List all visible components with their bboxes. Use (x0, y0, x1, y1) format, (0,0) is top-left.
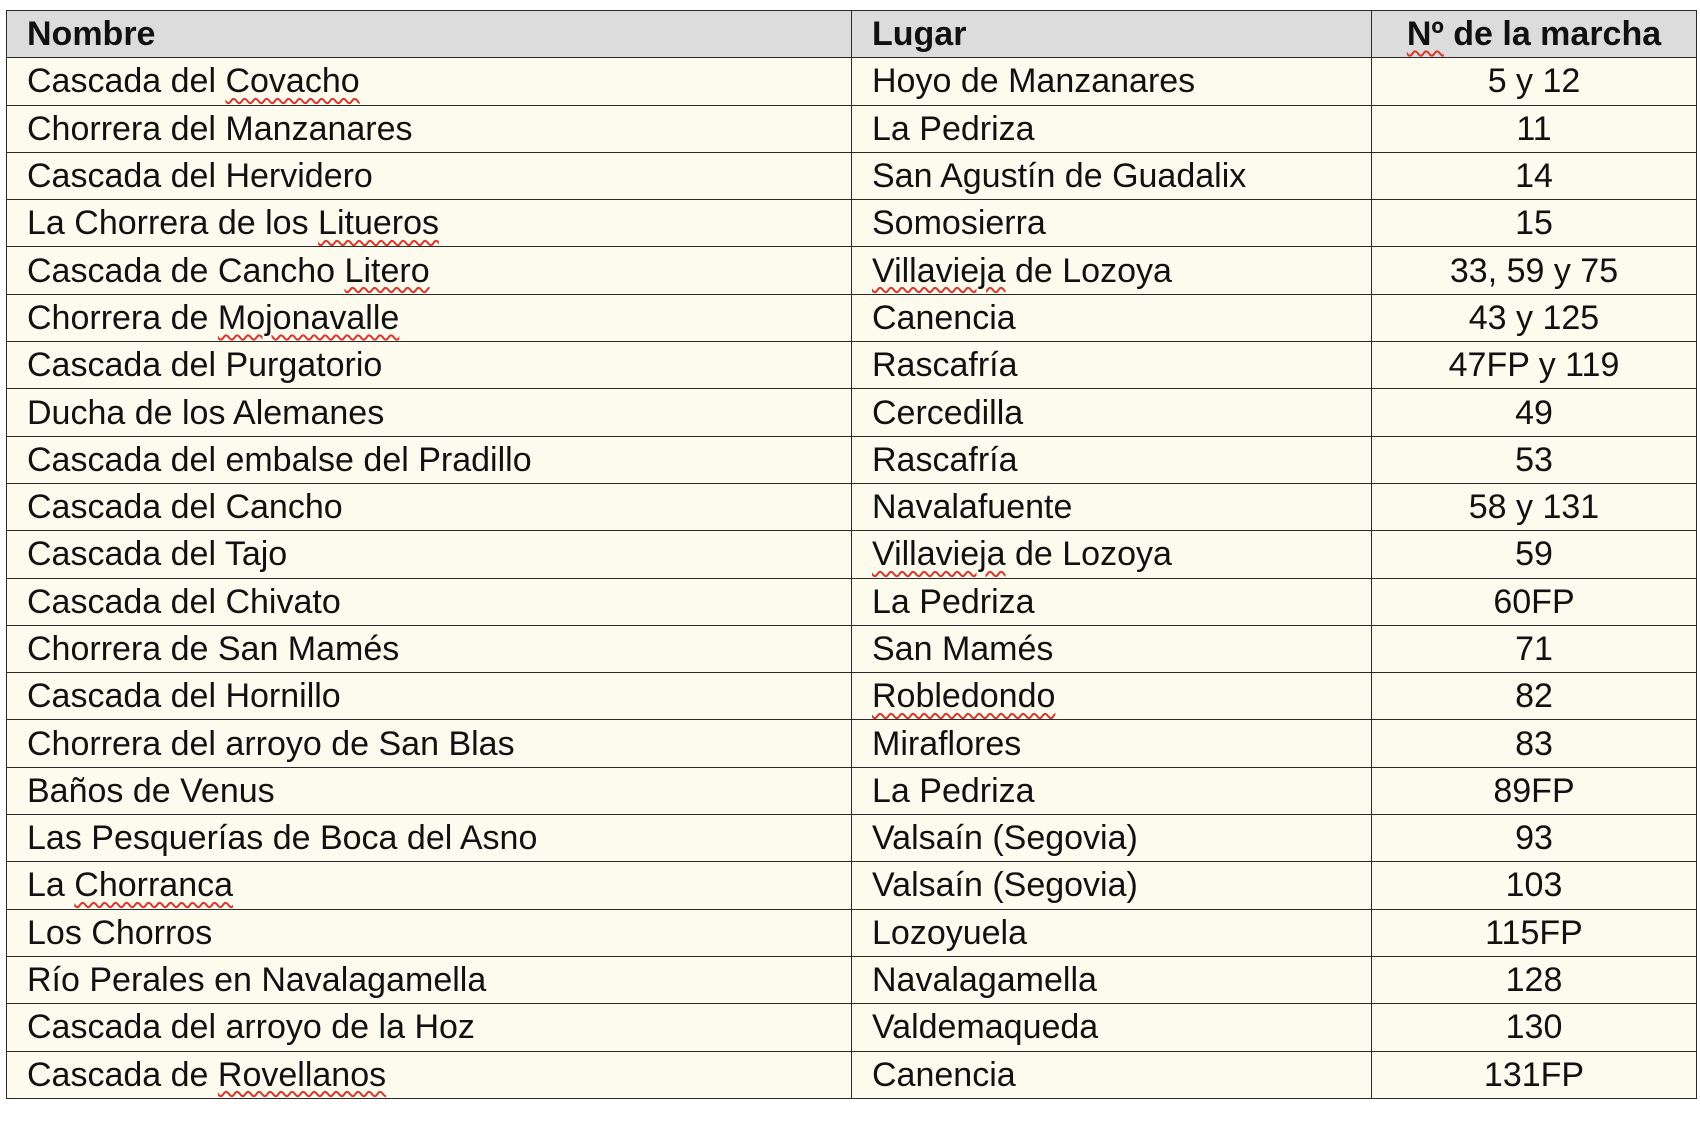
cell-marcha: 49 (1372, 389, 1697, 436)
cell-marcha: 58 y 131 (1372, 483, 1697, 530)
cell-marcha: 11 (1372, 105, 1697, 152)
table-row (7, 58, 1697, 105)
cell-marcha: 93 (1372, 815, 1697, 862)
cell-nombre: La Chorrera de los Litueros (7, 200, 852, 247)
cell-marcha: 53 (1372, 436, 1697, 483)
cell-nombre: Chorrera del Manzanares (7, 105, 852, 152)
cell-nombre: La Chorranca (7, 862, 852, 909)
cell-lugar: Navalafuente (852, 483, 1372, 530)
cell-nombre: Las Pesquerías de Boca del Asno (7, 815, 852, 862)
cell-marcha: 5 y 12 (1372, 58, 1697, 105)
cell-lugar: San Mamés (852, 625, 1372, 672)
table-row (7, 815, 1697, 862)
cell-lugar: Lozoyuela (852, 909, 1372, 956)
table-row (7, 1051, 1697, 1098)
table-header (7, 11, 1697, 58)
table-row (7, 1004, 1697, 1051)
cell-lugar: La Pedriza (852, 105, 1372, 152)
cell-nombre: Cascada del Cancho (7, 483, 852, 530)
table-row (7, 247, 1697, 294)
cell-lugar: La Pedriza (852, 578, 1372, 625)
table-row (7, 389, 1697, 436)
cell-lugar: Cercedilla (852, 389, 1372, 436)
header-nombre: Nombre (7, 11, 852, 58)
table-row (7, 105, 1697, 152)
cell-nombre: Cascada del Purgatorio (7, 342, 852, 389)
cell-marcha: 130 (1372, 1004, 1697, 1051)
cell-marcha: 83 (1372, 720, 1697, 767)
cell-nombre: Chorrera de San Mamés (7, 625, 852, 672)
cell-nombre: Los Chorros (7, 909, 852, 956)
header-row (7, 11, 1697, 58)
table-row (7, 673, 1697, 720)
cell-marcha: 82 (1372, 673, 1697, 720)
cell-lugar: La Pedriza (852, 767, 1372, 814)
cell-lugar: San Agustín de Guadalix (852, 152, 1372, 199)
table-row (7, 956, 1697, 1003)
cell-nombre: Cascada del Hornillo (7, 673, 852, 720)
cell-marcha: 47FP y 119 (1372, 342, 1697, 389)
table-row (7, 578, 1697, 625)
cell-marcha: 71 (1372, 625, 1697, 672)
waterfalls-table (6, 10, 1697, 1099)
cell-nombre: Cascada del Hervidero (7, 152, 852, 199)
cell-marcha: 115FP (1372, 909, 1697, 956)
cell-nombre: Cascada del arroyo de la Hoz (7, 1004, 852, 1051)
cell-nombre: Cascada del embalse del Pradillo (7, 436, 852, 483)
cell-lugar: Valsaín (Segovia) (852, 862, 1372, 909)
cell-lugar: Miraflores (852, 720, 1372, 767)
cell-lugar: Navalagamella (852, 956, 1372, 1003)
cell-nombre: Cascada de Cancho Litero (7, 247, 852, 294)
table-row (7, 294, 1697, 341)
cell-marcha: 33, 59 y 75 (1372, 247, 1697, 294)
cell-nombre: Ducha de los Alemanes (7, 389, 852, 436)
cell-marcha: 103 (1372, 862, 1697, 909)
table-row (7, 720, 1697, 767)
cell-nombre: Chorrera del arroyo de San Blas (7, 720, 852, 767)
cell-lugar: Rascafría (852, 436, 1372, 483)
table-row (7, 436, 1697, 483)
cell-marcha: 89FP (1372, 767, 1697, 814)
cell-nombre: Cascada del Chivato (7, 578, 852, 625)
table-row (7, 625, 1697, 672)
table-row (7, 483, 1697, 530)
cell-nombre: Cascada de Rovellanos (7, 1051, 852, 1098)
cell-lugar: Villavieja de Lozoya (852, 247, 1372, 294)
table-row (7, 531, 1697, 578)
header-marcha: Nº de la marcha (1372, 11, 1697, 58)
cell-marcha: 14 (1372, 152, 1697, 199)
cell-lugar: Valsaín (Segovia) (852, 815, 1372, 862)
cell-lugar: Hoyo de Manzanares (852, 58, 1372, 105)
cell-lugar: Canencia (852, 1051, 1372, 1098)
cell-marcha: 60FP (1372, 578, 1697, 625)
table-row (7, 909, 1697, 956)
table-row (7, 152, 1697, 199)
cell-marcha: 43 y 125 (1372, 294, 1697, 341)
cell-nombre: Río Perales en Navalagamella (7, 956, 852, 1003)
cell-marcha: 131FP (1372, 1051, 1697, 1098)
table-row (7, 342, 1697, 389)
header-lugar: Lugar (852, 11, 1372, 58)
cell-lugar: Valdemaqueda (852, 1004, 1372, 1051)
cell-marcha: 59 (1372, 531, 1697, 578)
cell-nombre: Cascada del Covacho (7, 58, 852, 105)
cell-nombre: Chorrera de Mojonavalle (7, 294, 852, 341)
cell-nombre: Baños de Venus (7, 767, 852, 814)
cell-lugar: Rascafría (852, 342, 1372, 389)
cell-lugar: Somosierra (852, 200, 1372, 247)
cell-lugar: Villavieja de Lozoya (852, 531, 1372, 578)
table-row (7, 862, 1697, 909)
cell-nombre: Cascada del Tajo (7, 531, 852, 578)
table-row (7, 767, 1697, 814)
table-row (7, 200, 1697, 247)
cell-lugar: Canencia (852, 294, 1372, 341)
cell-marcha: 15 (1372, 200, 1697, 247)
table-body (7, 58, 1697, 1099)
cell-marcha: 128 (1372, 956, 1697, 1003)
cell-lugar: Robledondo (852, 673, 1372, 720)
